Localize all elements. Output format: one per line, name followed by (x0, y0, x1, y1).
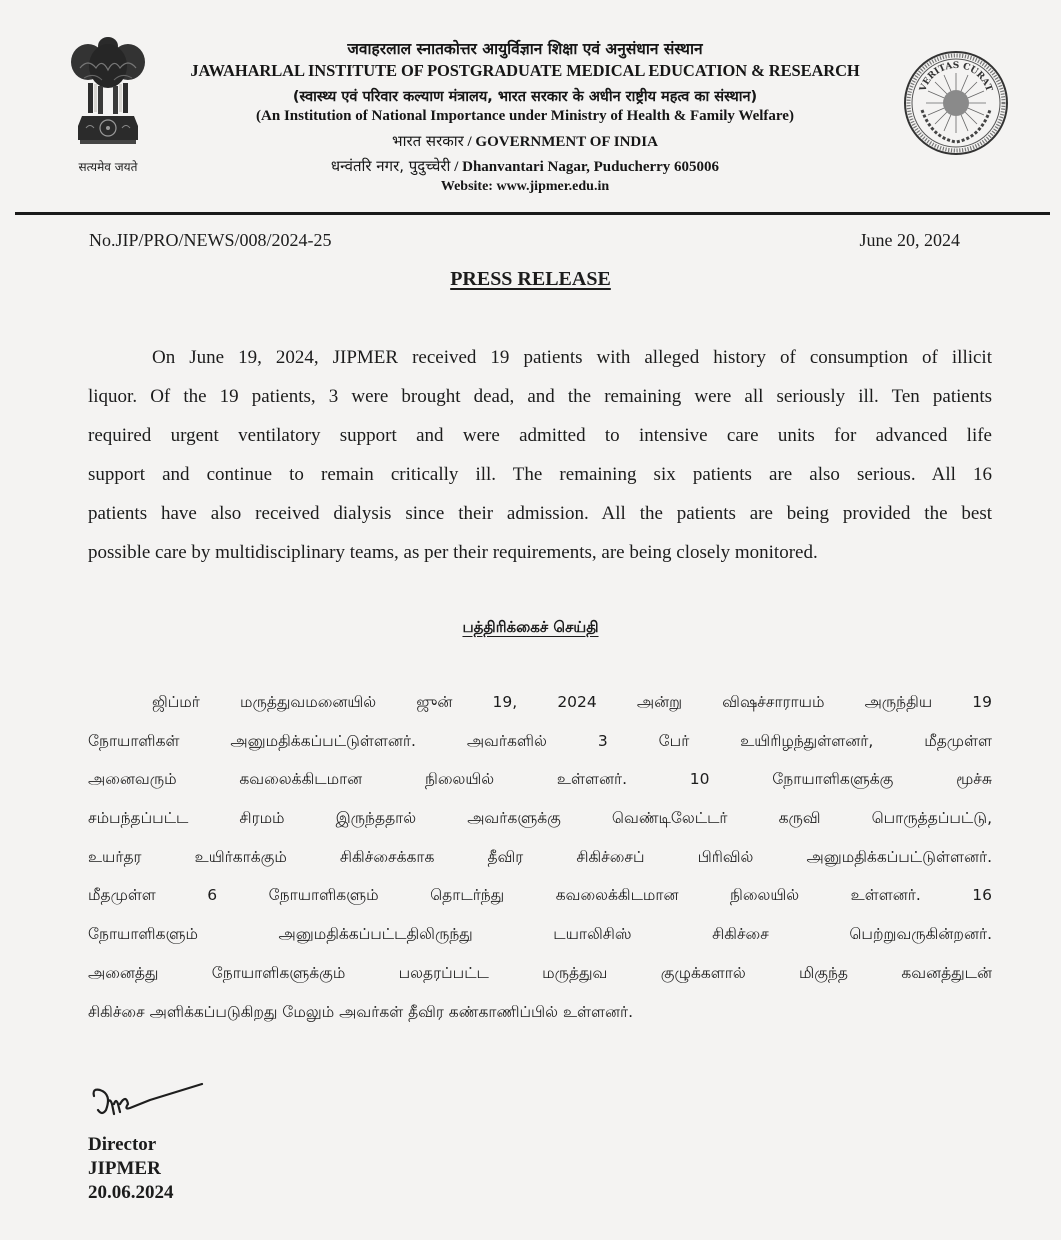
signatory-block (88, 1133, 174, 1205)
website-line: Website: www.jipmer.edu.in (440, 179, 610, 194)
tamil-title-text: பத்திரிக்கைச் செய்தி (462, 618, 599, 636)
institute-name-hindi: जवाहरलाल स्नातकोत्तर आयुर्विज्ञान शिक्षा एवं अनुसंधान संस्थान (347, 40, 703, 58)
tamil-line: சிகிச்சை அளிக்கப்படுகிறது மேலும் அவர்கள் தீவிர கண்காணிப்பில் உள்ளனர். (88, 1002, 634, 1021)
tamil-line: அனைத்து நோயாளிகளுக்கும் பலதரப்பட்ட மருத்துவ குழுக்களால் மிகுந்த கவனத்துடன் (88, 963, 992, 982)
reference-number: No.JIP/PRO/NEWS/008/2024-25 (89, 230, 332, 250)
press-release-title (0, 268, 1061, 291)
seal-motto: VERITAS CURAT (918, 60, 994, 93)
press-release-title-text: PRESS RELEASE (450, 268, 611, 290)
english-body (88, 344, 992, 578)
tamil-title (0, 618, 1061, 638)
institute-seal-icon (902, 48, 1010, 158)
institute-subtitle-hindi: (स्वास्थ्य एवं परिवार कल्याण मंत्रालय, भारत सरकार के अधीन राष्ट्रीय महत्व का संस्थान) (292, 89, 758, 105)
english-line: required urgent ventilatory support and were admitted to intensive care units for advanced life (88, 425, 992, 446)
signatory-designation: Director (88, 1134, 157, 1155)
government-line (150, 131, 900, 151)
header-divider (15, 212, 1050, 215)
lion-capital-icon (58, 28, 158, 156)
institute-subtitle-english: (An Institution of National Importance under Ministry of Health & Family Welfare) (256, 108, 794, 124)
english-line: possible care by multidisciplinary teams, as per their requirements, are being closely monitored. (88, 542, 818, 563)
tamil-line: அனைவரும் கவலைக்கிடமான நிலையில் உள்ளனர். 10 நோயாளிகளுக்கு மூச்சு (88, 770, 992, 789)
government-hindi: भारत सरकार (392, 132, 464, 150)
address-line (150, 156, 900, 176)
emblem-motto: सत्यमेव जयते (78, 160, 138, 174)
english-line: support and continue to remain critically ill. The remaining six patients are also serious. All 16 (88, 464, 992, 485)
tamil-line: நோயாளிகள் அனுமதிக்கப்பட்டுள்ளனர். அவர்களில் 3 பேர் உயிரிழந்துள்ளனர், மீதமுள்ள (88, 731, 992, 750)
tamil-line: மீதமுள்ள 6 நோயாளிகளும் தொடர்ந்து கவலைக்கிடமான நிலையில் உள்ளனர். 16 (88, 886, 992, 905)
national-emblem (58, 28, 158, 178)
director-signature (90, 1080, 210, 1130)
tamil-line: சம்பந்தப்பட்ட சிரமம் இருந்ததால் அவர்களுக்கு வெண்டிலேட்டர் கருவி பொருத்தப்பட்டு, (88, 809, 992, 828)
address-english: / Dhanvantari Nagar, Puducherry 605006 (450, 159, 720, 175)
tamil-line: உயர்தர உயிர்காக்கும் சிகிச்சைக்காக தீவிர சிகிச்சைப் பிரிவில் அனுமதிக்கப்பட்டுள்ளனர். (88, 847, 992, 866)
english-line: patients have also received dialysis since their admission. All the patients are being provided the best (88, 503, 992, 524)
tamil-line: ஜிப்மர் மருத்துவமனையில் ஜுன் 19, 2024 அன்று விஷச்சாராயம் அருந்திய 19 (152, 693, 992, 711)
tamil-body (88, 688, 992, 1036)
signatory-organization: JIPMER (88, 1158, 161, 1179)
english-line: On June 19, 2024, JIPMER received 19 patients with alleged history of consumption of illicit (152, 347, 992, 368)
government-english: / GOVERNMENT OF INDIA (463, 134, 658, 150)
jipmer-seal (902, 48, 1010, 158)
address-hindi: धन्वंतरि नगर, पुदुच्चेरी (330, 157, 451, 175)
institute-name-english: JAWAHARLAL INSTITUTE OF POSTGRADUATE MEDICAL EDUCATION & RESEARCH (190, 61, 860, 80)
reference-date: June 20, 2024 (859, 230, 960, 250)
tamil-line: நோயாளிகளும் அனுமதிக்கப்பட்டதிலிருந்து டயாலிசிஸ் சிகிச்சை பெற்றுவருகின்றனர். (88, 925, 992, 944)
handwritten-signature-icon (90, 1080, 210, 1130)
signatory-date: 20.06.2024 (88, 1182, 174, 1203)
english-line: liquor. Of the 19 patients, 3 were brought dead, and the remaining were all seriously ill. Ten patients (88, 386, 992, 407)
